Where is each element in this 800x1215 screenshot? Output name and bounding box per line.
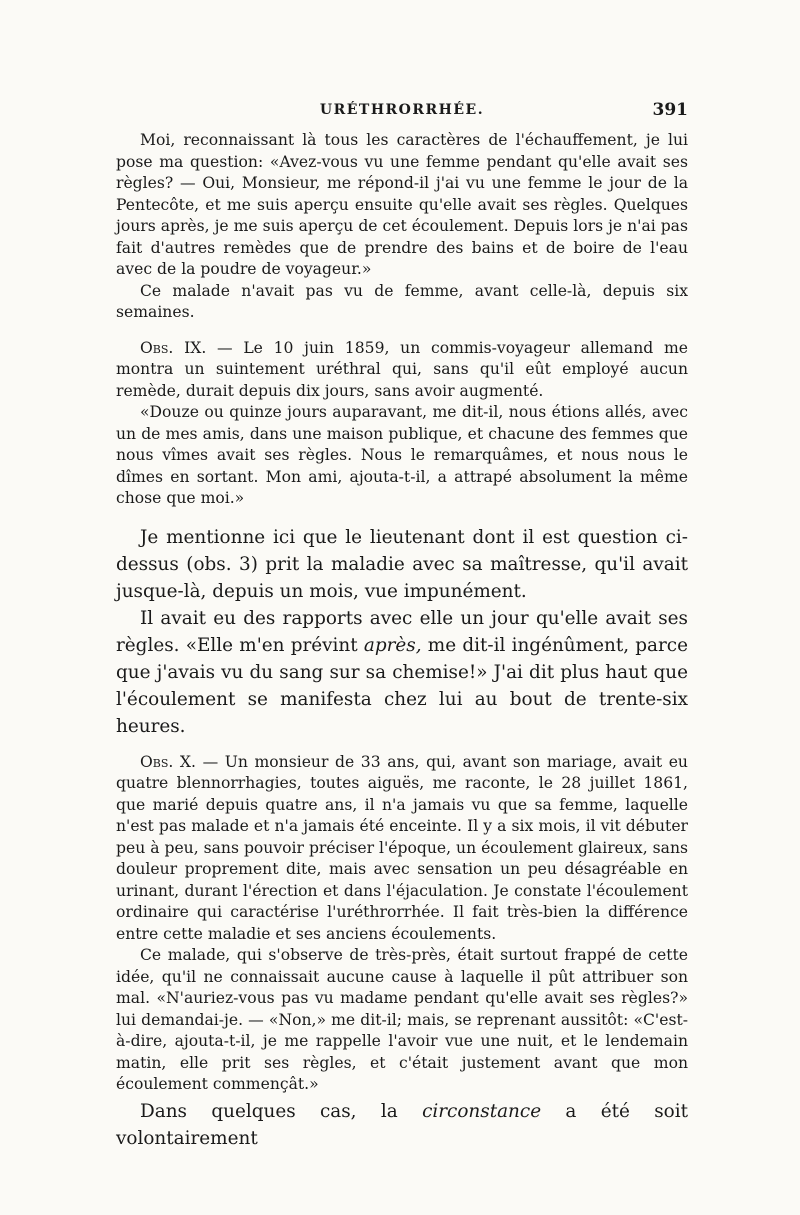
running-head [116, 102, 688, 126]
observation-x-label: Obs. X. [140, 752, 196, 771]
paragraph-lieutenant: Je mentionne ici que le lieutenant dont il est question ci-dessus (obs. 3) prit la maladie avec sa maîtresse, qu'il avait jusque-là, depuis un mois, vue impunément. [116, 526, 688, 602]
large-text-block-2 [116, 1098, 688, 1152]
paragraph-rapports-start: Il avait eu des rapports avec elle un jour qu'elle avait ses règles. «Elle m'en prévint [116, 607, 688, 656]
observation-ix-text: — Le 10 juin 1859, un commis-voyageur allemand me montra un suintement uréthral qui, sans qu'il eût employé aucun remède, durait depuis dix jours, sans avoir augmenté. [116, 338, 688, 400]
paragraph-rapports-end: me dit-il ingénûment, parce que j'avais vu du sang sur sa chemise!» J'ai dit plus haut que l'écoulement se manifesta chez lui au bout de trente-six heures. [116, 634, 688, 737]
observation-ix-label: Obs. IX. [140, 338, 207, 357]
paragraph-patient-quote: Moi, reconnaissant là tous les caractères de l'échauffement, je lui pose ma question: «Avez-vous vu une femme pendant qu'elle avait ses règles? — Oui, Monsieur, me répond-il j'ai vu une femme le jour de la Pentecôte, et me suis aperçu ensuite qu'elle avait ses règles. Quelques jours après, je me suis aperçu de cet écoulement. Depuis lors je n'ai pas fait d'autres remèdes que de prendre des bains et de boire de l'eau avec de la poudre de voyageur.» [116, 131, 688, 278]
paragraph-dans-italic: circonstance [422, 1100, 542, 1122]
small-text-block-2 [116, 338, 688, 510]
paragraph-douze-jours: «Douze ou quinze jours auparavant, me dit-il, nous étions allés, avec un de mes amis, dans une maison publique, et chacune des femmes que nous vîmes avait ses règles. Nous le remarquâmes, et nous nous le dîmes en sortant. Mon ami, ajouta-t-il, a attrapé absolument la même chose que moi.» [116, 403, 688, 507]
paragraph-dans-end: a été soit volontairement [116, 1100, 688, 1149]
observation-ix [116, 338, 688, 403]
large-text-block-1 [116, 524, 688, 740]
small-text-block-3 [116, 752, 688, 1096]
running-title: URÉTHRORRHÉE. [319, 102, 485, 118]
paragraph-rapports [116, 605, 688, 740]
observation-x-text: — Un monsieur de 33 ans, qui, avant son mariage, avait eu quatre blennorrhagies, toutes aiguës, me raconte, le 28 juillet 1861, que marié depuis quatre ans, il n'a jamais vu que sa femme, laquelle n'est pas malade et n'a jamais été enceinte. Il y a six mois, il vit débuter peu à peu, sans pouvoir préciser l'époque, un écoulement glaireux, sans douleur proprement dite, mais avec sensation un peu désagréable en urinant, durant l'érection et dans l'éjaculation. Je constate l'écoulement ordinaire qui caractérise l'uréthrorrhée. Il fait très-bien la différence entre cette maladie et ses anciens écoulements. [116, 752, 688, 943]
paragraph-ce-malade: Ce malade, qui s'observe de très-près, était surtout frappé de cette idée, qu'il ne connaissait aucune cause à laquelle il pût attribuer son mal. «N'auriez-vous pas vu madame pendant qu'elle avait ses règles?» lui demandai-je. — «Non,» me dit-il; mais, se reprenant aussitôt: «C'est-à-dire, ajouta-t-il, je me rappelle l'avoir vue une nuit, et le lendemain matin, elle prit ses règles, et c'était justement avant que mon écoulement commençât.» [116, 946, 688, 1093]
small-text-block-1 [116, 130, 688, 324]
observation-x [116, 752, 688, 946]
paragraph-dans-quelques-cas [116, 1098, 688, 1152]
page-number: 391 [652, 100, 688, 120]
paragraph-rapports-italic: après, [363, 634, 422, 656]
paragraph-six-weeks: Ce malade n'avait pas vu de femme, avant celle-là, depuis six semaines. [116, 281, 688, 321]
paragraph-dans-start: Dans quelques cas, la [140, 1100, 423, 1122]
